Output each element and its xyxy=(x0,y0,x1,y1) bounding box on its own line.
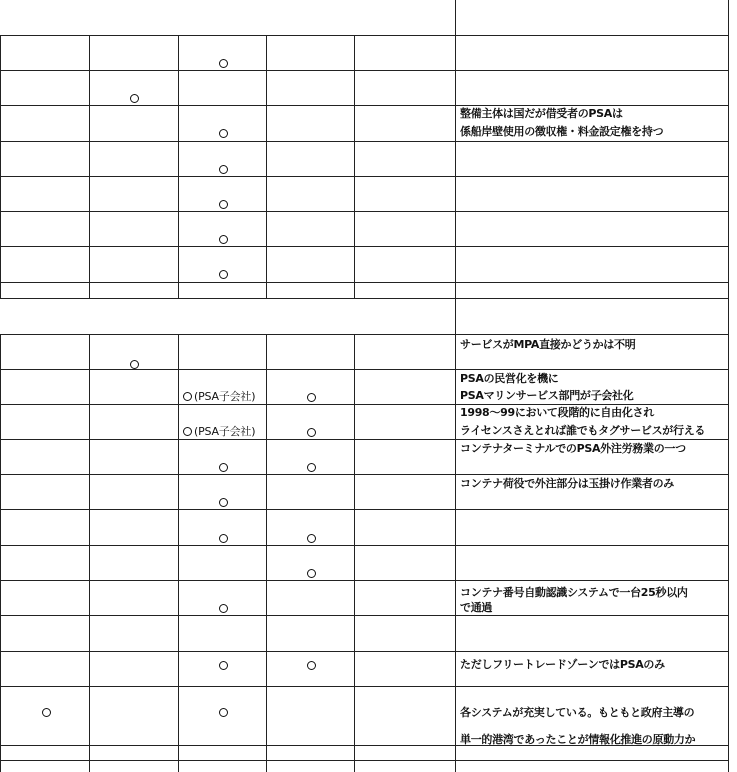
note-line: コンテナ荷役で外注部分は玉掛け作業者のみ xyxy=(460,477,674,490)
circle-mark xyxy=(219,270,228,279)
circle-mark xyxy=(219,129,228,138)
column-divider xyxy=(728,0,729,772)
circle-mark xyxy=(219,59,228,68)
row-divider xyxy=(0,615,729,616)
row-divider xyxy=(0,369,729,370)
circle-mark xyxy=(219,604,228,613)
note-line: コンテナ番号自動認識システムで一台25秒以内 xyxy=(460,586,688,599)
row-divider xyxy=(0,246,729,247)
note-line: PSAマリンサービス部門が子会社化 xyxy=(460,389,634,402)
column-divider xyxy=(266,35,267,298)
row-divider xyxy=(0,651,729,652)
circle-mark xyxy=(130,360,139,369)
circle-mark xyxy=(183,427,192,436)
note-line: コンテナターミナルでのPSA外注労務業の一つ xyxy=(460,442,686,455)
row-divider xyxy=(0,545,729,546)
row-divider xyxy=(0,580,729,581)
circle-mark xyxy=(219,235,228,244)
row-divider xyxy=(0,760,729,761)
circle-mark xyxy=(307,534,316,543)
mark-label: (PSA子会社) xyxy=(194,425,256,438)
circle-mark xyxy=(219,463,228,472)
row-divider xyxy=(0,509,729,510)
circle-mark xyxy=(219,165,228,174)
mark-with-label xyxy=(183,425,255,438)
note-line: PSAの民営化を機に xyxy=(460,372,559,385)
circle-mark xyxy=(130,94,139,103)
circle-mark xyxy=(219,708,228,717)
circle-mark xyxy=(307,428,316,437)
circle-mark xyxy=(183,392,192,401)
circle-mark xyxy=(219,498,228,507)
note-line: で通過 xyxy=(460,601,493,614)
column-divider xyxy=(354,334,355,772)
circle-mark xyxy=(307,569,316,578)
column-divider xyxy=(0,35,1,298)
note-line: ただしフリートレードゾーンではPSAのみ xyxy=(460,658,665,671)
mark-with-label xyxy=(183,390,255,403)
row-divider xyxy=(0,141,729,142)
row-divider xyxy=(0,176,729,177)
row-divider xyxy=(0,105,729,106)
row-divider xyxy=(0,211,729,212)
circle-mark xyxy=(307,463,316,472)
column-divider xyxy=(178,334,179,772)
note-line: 係船岸壁使用の徴収権・料金設定権を持つ xyxy=(460,125,664,138)
row-divider xyxy=(0,474,729,475)
column-divider xyxy=(178,35,179,298)
row-divider xyxy=(0,282,729,283)
column-divider xyxy=(0,334,1,772)
note-line: 各システムが充実している。もともと政府主導の xyxy=(460,706,695,719)
column-divider xyxy=(266,334,267,772)
note-line: サービスがMPA直接かどうかは不明 xyxy=(460,338,636,351)
column-divider xyxy=(89,35,90,298)
row-divider xyxy=(0,298,729,299)
circle-mark xyxy=(219,661,228,670)
note-line: ライセンスさえとれば誰でもタグサービスが行える xyxy=(460,424,706,437)
row-divider xyxy=(0,439,729,440)
note-line: 1998～99において段階的に自由化され xyxy=(460,406,654,419)
row-divider xyxy=(0,334,729,335)
column-divider xyxy=(354,35,355,298)
circle-mark xyxy=(219,200,228,209)
column-divider xyxy=(455,0,456,772)
row-divider xyxy=(0,70,729,71)
note-line: 整備主体は国だが借受者のPSAは xyxy=(460,107,623,120)
row-divider xyxy=(0,404,729,405)
row-divider xyxy=(0,686,729,687)
note-line: 単一的港湾であったことが情報化推進の原動力か xyxy=(460,733,696,746)
row-divider xyxy=(0,35,729,36)
circle-mark xyxy=(219,534,228,543)
column-divider xyxy=(89,334,90,772)
circle-mark xyxy=(42,708,51,717)
circle-mark xyxy=(307,393,316,402)
mark-label: (PSA子会社) xyxy=(194,390,256,403)
circle-mark xyxy=(307,661,316,670)
